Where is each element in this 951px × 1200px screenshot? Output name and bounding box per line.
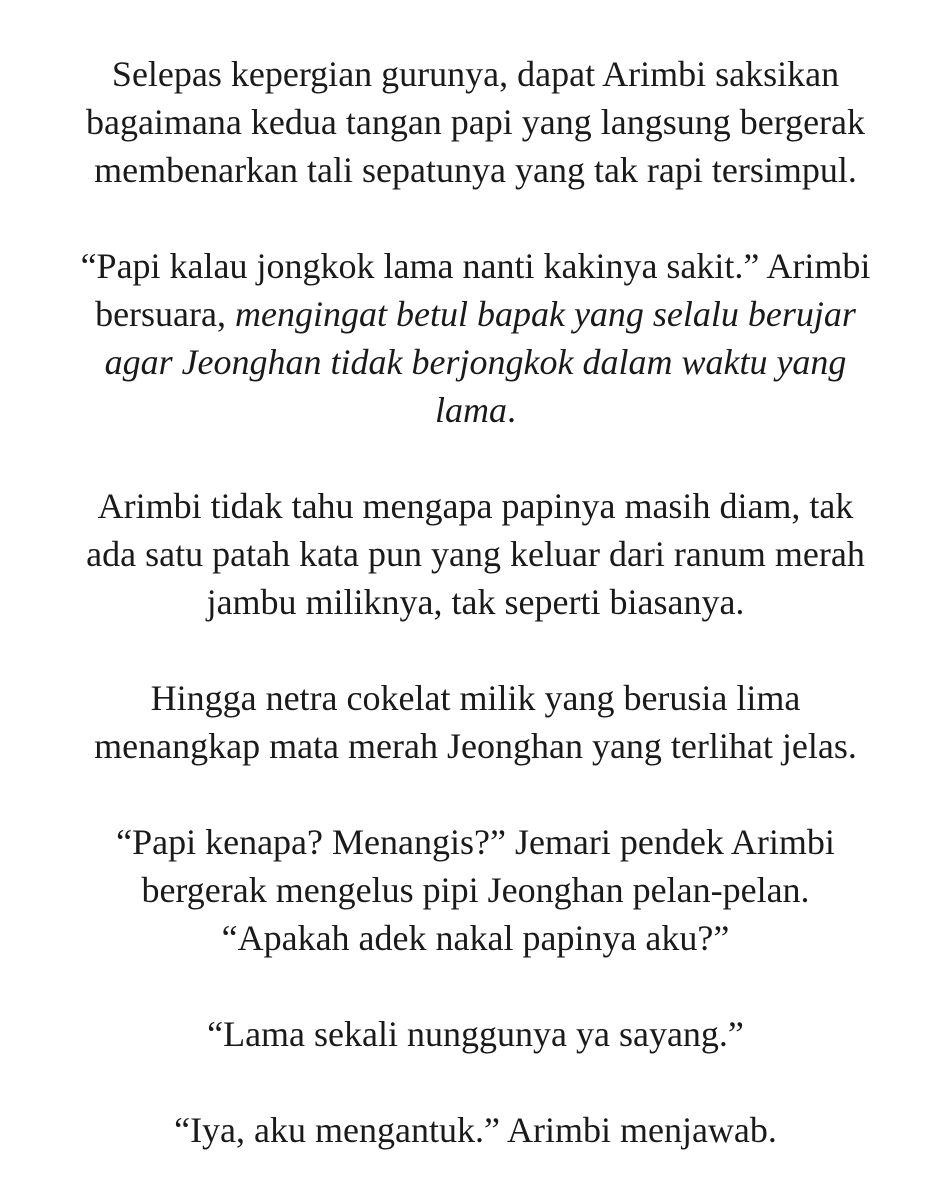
paragraph-3 bbox=[40, 482, 911, 626]
paragraph-6 bbox=[40, 1010, 911, 1058]
text-line: Selepas kepergian gurunya, dapat Arimbi saksikan bbox=[111, 54, 840, 94]
paragraph-7 bbox=[40, 1106, 911, 1154]
paragraph-1 bbox=[40, 50, 911, 194]
italic-text: lama bbox=[435, 390, 507, 430]
text-line: bergerak mengelus pipi Jeonghan pelan-pelan. bbox=[141, 870, 810, 910]
paragraph-2 bbox=[40, 242, 911, 434]
text-line: “Apakah adek nakal papinya aku?” bbox=[221, 918, 730, 958]
text-line: jambu miliknya, tak seperti biasanya. bbox=[206, 582, 745, 622]
text-line: Hingga netra cokelat milik yang berusia lima bbox=[150, 678, 801, 718]
plain-text: bersuara, bbox=[95, 294, 235, 334]
text-line: “Papi kalau jongkok lama nanti kakinya sakit.” Arimbi bbox=[80, 246, 871, 286]
text-line: “Papi kenapa? Menangis?” Jemari pendek Arimbi bbox=[116, 822, 835, 862]
paragraph-4 bbox=[40, 674, 911, 770]
text-line-mixed bbox=[40, 290, 911, 338]
italic-text: mengingat betul bapak yang selalu berujar bbox=[235, 294, 856, 334]
text-line-mixed bbox=[40, 386, 911, 434]
plain-text: . bbox=[507, 390, 516, 430]
text-line: menangkap mata merah Jeonghan yang terlihat jelas. bbox=[94, 726, 857, 766]
text-line: bagaimana kedua tangan papi yang langsung bergerak bbox=[85, 102, 866, 142]
paragraph-5 bbox=[40, 818, 911, 962]
text-line: ada satu patah kata pun yang keluar dari ranum merah bbox=[86, 534, 865, 574]
italic-text-line: agar Jeonghan tidak berjongkok dalam waktu yang bbox=[104, 342, 847, 382]
text-line: Arimbi tidak tahu mengapa papinya masih diam, tak bbox=[97, 486, 854, 526]
text-line: “Lama sekali nunggunya ya sayang.” bbox=[207, 1014, 744, 1054]
text-line: membenarkan tali sepatunya yang tak rapi tersimpul. bbox=[94, 150, 857, 190]
text-line: “Iya, aku mengantuk.” Arimbi menjawab. bbox=[174, 1110, 777, 1150]
